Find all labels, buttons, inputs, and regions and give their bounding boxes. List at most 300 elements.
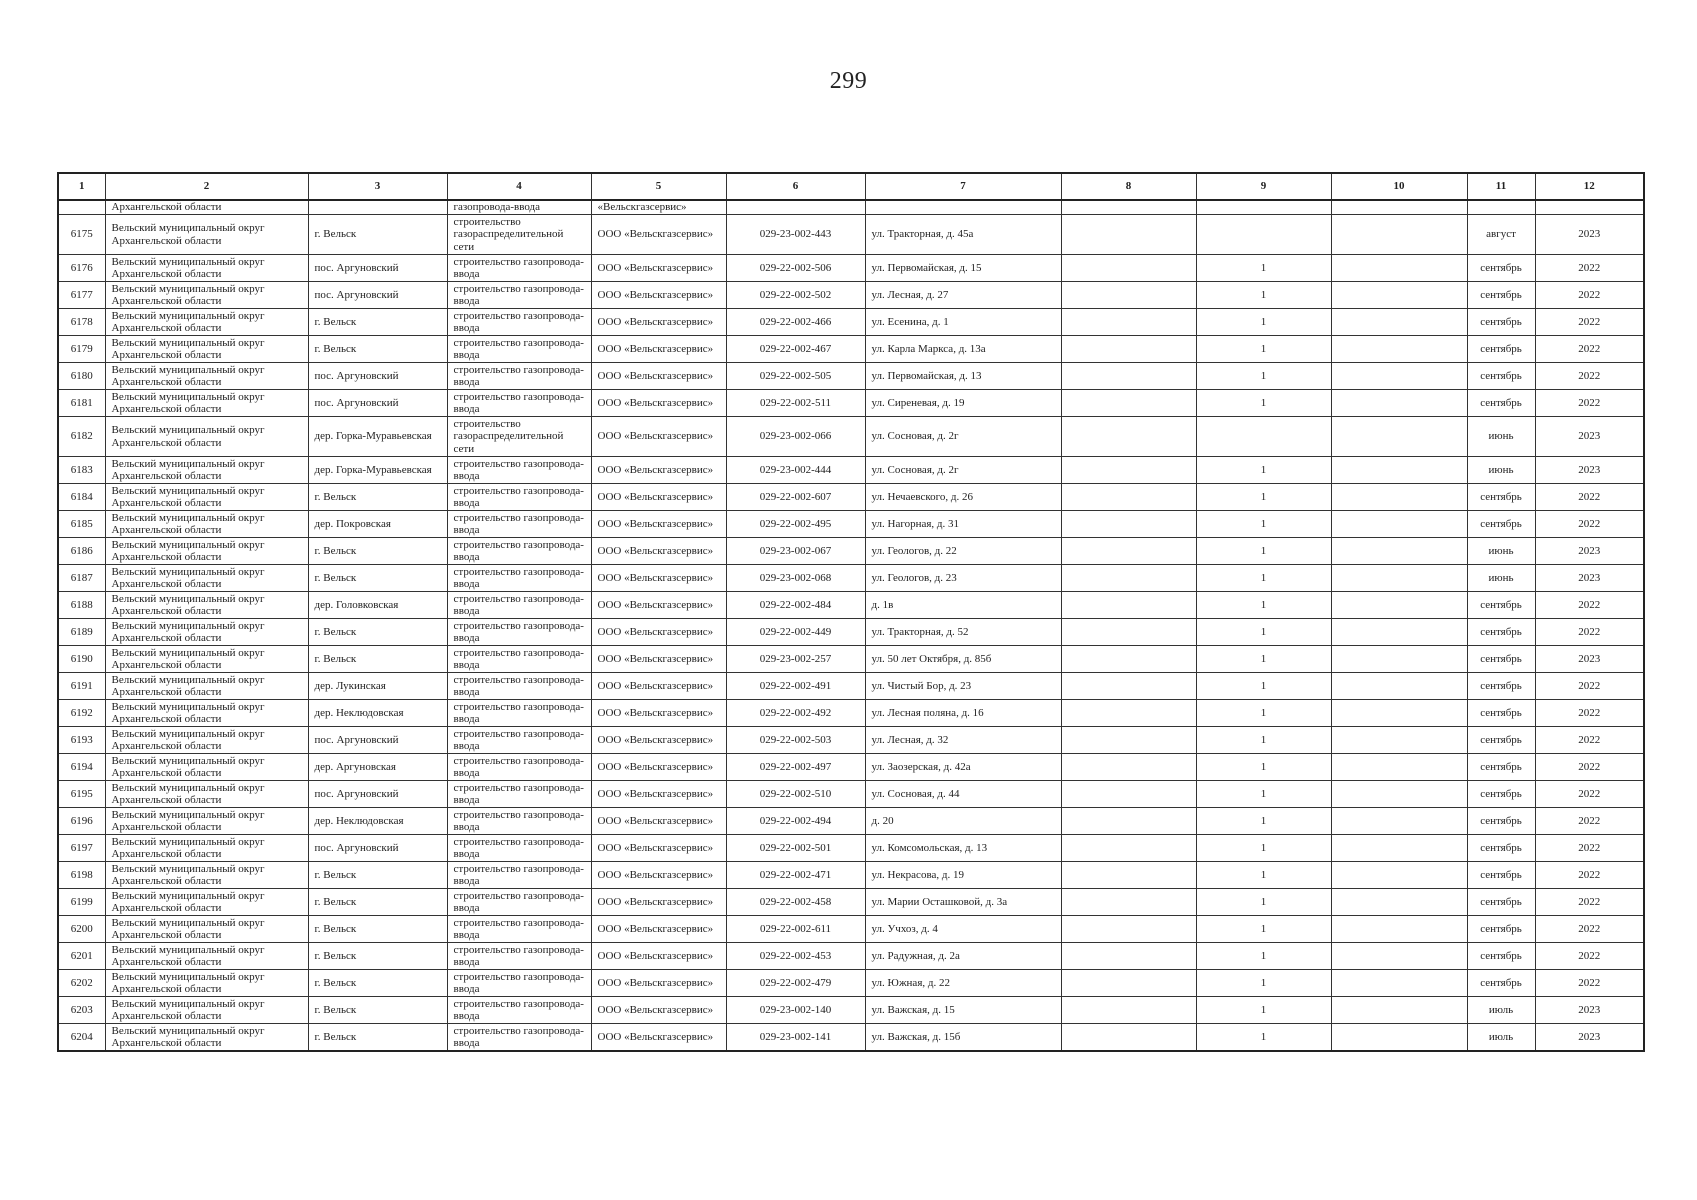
table-row xyxy=(58,997,1644,1024)
address-cell: ул. Карла Маркса, д. 13а xyxy=(865,336,1061,363)
header-cell: 1 xyxy=(58,173,105,200)
place-cell: г. Вельск xyxy=(308,862,447,889)
month-cell: сентябрь xyxy=(1467,390,1535,417)
okrug-cell: Вельский муниципальный округ Архангельской области xyxy=(105,592,308,619)
row-number-cell: 6193 xyxy=(58,727,105,754)
okrug-cell: Вельский муниципальный округ Архангельской области xyxy=(105,538,308,565)
address-cell: ул. 50 лет Октября, д. 85б xyxy=(865,646,1061,673)
quantity-cell: 1 xyxy=(1196,565,1331,592)
year-cell: 2022 xyxy=(1535,727,1644,754)
org-cell: ООО «Вельскгазсервис» xyxy=(591,889,726,916)
table-row xyxy=(58,215,1644,255)
year-cell: 2022 xyxy=(1535,835,1644,862)
row-number-cell: 6186 xyxy=(58,538,105,565)
code-cell: 029-23-002-141 xyxy=(726,1024,865,1052)
work-cell: строительство газопровода-ввода xyxy=(447,1024,591,1052)
col8-cell xyxy=(1061,336,1196,363)
col8-cell xyxy=(1061,889,1196,916)
okrug-cell: Вельский муниципальный округ Архангельской области xyxy=(105,282,308,309)
okrug-cell: Вельский муниципальный округ Архангельской области xyxy=(105,781,308,808)
quantity-cell: 1 xyxy=(1196,282,1331,309)
place-cell: дер. Горка-Муравьевская xyxy=(308,457,447,484)
place-cell: дер. Горка-Муравьевская xyxy=(308,417,447,457)
work-cell: строительство газопровода-ввода xyxy=(447,889,591,916)
code-cell: 029-22-002-453 xyxy=(726,943,865,970)
month-cell: сентябрь xyxy=(1467,619,1535,646)
work-cell: строительство газопровода-ввода xyxy=(447,862,591,889)
place-cell: г. Вельск xyxy=(308,889,447,916)
year-cell: 2022 xyxy=(1535,754,1644,781)
month-cell: июль xyxy=(1467,1024,1535,1052)
table-row xyxy=(58,255,1644,282)
row-number-cell: 6176 xyxy=(58,255,105,282)
row-number-cell: 6197 xyxy=(58,835,105,862)
quantity-cell: 1 xyxy=(1196,538,1331,565)
col8-cell xyxy=(1061,673,1196,700)
org-cell: ООО «Вельскгазсервис» xyxy=(591,538,726,565)
month-cell: июнь xyxy=(1467,417,1535,457)
address-cell: ул. Сосновая, д. 2г xyxy=(865,417,1061,457)
row-number-cell: 6203 xyxy=(58,997,105,1024)
month-cell: сентябрь xyxy=(1467,484,1535,511)
okrug-cell: Вельский муниципальный округ Архангельской области xyxy=(105,916,308,943)
col10-cell xyxy=(1331,808,1467,835)
address-cell: ул. Геологов, д. 23 xyxy=(865,565,1061,592)
quantity-cell: 1 xyxy=(1196,727,1331,754)
month-cell: сентябрь xyxy=(1467,309,1535,336)
code-cell: 029-22-002-502 xyxy=(726,282,865,309)
year-cell: 2022 xyxy=(1535,282,1644,309)
col10-cell xyxy=(1331,592,1467,619)
month-cell: сентябрь xyxy=(1467,727,1535,754)
col10-cell xyxy=(1331,565,1467,592)
org-cell: ООО «Вельскгазсервис» xyxy=(591,781,726,808)
code-cell: 029-22-002-491 xyxy=(726,673,865,700)
month-cell: сентябрь xyxy=(1467,970,1535,997)
work-cell: строительство газопровода-ввода xyxy=(447,309,591,336)
col10-cell xyxy=(1331,1024,1467,1052)
table-row xyxy=(58,282,1644,309)
org-cell: ООО «Вельскгазсервис» xyxy=(591,363,726,390)
col8-cell xyxy=(1061,282,1196,309)
org-cell: ООО «Вельскгазсервис» xyxy=(591,943,726,970)
place-cell: дер. Аргуновская xyxy=(308,754,447,781)
table-row xyxy=(58,457,1644,484)
table-row xyxy=(58,916,1644,943)
year-cell: 2022 xyxy=(1535,970,1644,997)
col8-cell xyxy=(1061,781,1196,808)
quantity-cell: 1 xyxy=(1196,889,1331,916)
quantity-cell: 1 xyxy=(1196,754,1331,781)
col10-cell xyxy=(1331,215,1467,255)
code-cell: 029-23-002-066 xyxy=(726,417,865,457)
col10-cell xyxy=(1331,997,1467,1024)
okrug-cell: Вельский муниципальный округ Архангельской области xyxy=(105,417,308,457)
place-cell: дер. Покровская xyxy=(308,511,447,538)
address-cell: ул. Радужная, д. 2а xyxy=(865,943,1061,970)
header-cell: 9 xyxy=(1196,173,1331,200)
year-cell: 2023 xyxy=(1535,565,1644,592)
header-cell: 7 xyxy=(865,173,1061,200)
org-cell: ООО «Вельскгазсервис» xyxy=(591,862,726,889)
code-cell: 029-22-002-607 xyxy=(726,484,865,511)
col8-cell xyxy=(1061,255,1196,282)
okrug-cell: Вельский муниципальный округ Архангельской области xyxy=(105,889,308,916)
table-row xyxy=(58,970,1644,997)
row-number-cell: 6184 xyxy=(58,484,105,511)
col8-cell xyxy=(1061,808,1196,835)
table-row xyxy=(58,754,1644,781)
col8-cell xyxy=(1061,592,1196,619)
org-cell: ООО «Вельскгазсервис» xyxy=(591,619,726,646)
year-cell: 2022 xyxy=(1535,592,1644,619)
okrug-cell: Вельский муниципальный округ Архангельской области xyxy=(105,646,308,673)
year-cell: 2023 xyxy=(1535,538,1644,565)
code-cell: 029-22-002-495 xyxy=(726,511,865,538)
month-cell: сентябрь xyxy=(1467,336,1535,363)
continuation-row xyxy=(58,200,1644,215)
row-number-cell: 6178 xyxy=(58,309,105,336)
quantity-cell: 1 xyxy=(1196,511,1331,538)
col10-cell xyxy=(1331,727,1467,754)
table-row xyxy=(58,943,1644,970)
table-row xyxy=(58,1024,1644,1052)
okrug-cell: Вельский муниципальный округ Архангельской области xyxy=(105,619,308,646)
col10-cell xyxy=(1331,646,1467,673)
code-cell: 029-23-002-444 xyxy=(726,457,865,484)
row-number-cell: 6202 xyxy=(58,970,105,997)
col10-cell xyxy=(1331,916,1467,943)
quantity-cell xyxy=(1196,417,1331,457)
okrug-cell: Вельский муниципальный округ Архангельской области xyxy=(105,943,308,970)
month-cell: сентябрь xyxy=(1467,592,1535,619)
table-row xyxy=(58,592,1644,619)
place-cell: г. Вельск xyxy=(308,336,447,363)
col10-cell xyxy=(1331,889,1467,916)
work-cell: строительство газопровода-ввода xyxy=(447,390,591,417)
col8-cell xyxy=(1061,727,1196,754)
table-row xyxy=(58,889,1644,916)
table-row xyxy=(58,619,1644,646)
header-cell: 11 xyxy=(1467,173,1535,200)
year-cell: 2022 xyxy=(1535,781,1644,808)
col10-cell xyxy=(1331,390,1467,417)
work-cell: строительство газопровода-ввода xyxy=(447,727,591,754)
month-cell: сентябрь xyxy=(1467,673,1535,700)
address-cell: ул. Комсомольская, д. 13 xyxy=(865,835,1061,862)
work-cell: строительство газопровода-ввода xyxy=(447,970,591,997)
code-cell: 029-22-002-492 xyxy=(726,700,865,727)
row-number-cell: 6183 xyxy=(58,457,105,484)
month-cell: июнь xyxy=(1467,565,1535,592)
place-cell: г. Вельск xyxy=(308,970,447,997)
header-cell: 12 xyxy=(1535,173,1644,200)
col8-cell xyxy=(1061,390,1196,417)
code-cell: 029-23-002-067 xyxy=(726,538,865,565)
header-cell: 10 xyxy=(1331,173,1467,200)
place-cell: пос. Аргуновский xyxy=(308,390,447,417)
place-cell: г. Вельск xyxy=(308,565,447,592)
okrug-cell: Вельский муниципальный округ Архангельской области xyxy=(105,700,308,727)
work-cell: строительство газораспределительной сети xyxy=(447,215,591,255)
okrug-cell: Вельский муниципальный округ Архангельской области xyxy=(105,309,308,336)
place-cell: пос. Аргуновский xyxy=(308,781,447,808)
row-number-cell: 6191 xyxy=(58,673,105,700)
address-cell: ул. Некрасова, д. 19 xyxy=(865,862,1061,889)
col8-cell xyxy=(1061,754,1196,781)
year-cell: 2022 xyxy=(1535,673,1644,700)
month-cell: сентябрь xyxy=(1467,781,1535,808)
org-cell: «Вельскгазсервис» xyxy=(591,200,726,215)
org-cell: ООО «Вельскгазсервис» xyxy=(591,417,726,457)
row-number-cell: 6192 xyxy=(58,700,105,727)
address-cell: ул. Тракторная, д. 45а xyxy=(865,215,1061,255)
address-cell: ул. Сиреневая, д. 19 xyxy=(865,390,1061,417)
address-cell: ул. Марии Осташковой, д. 3а xyxy=(865,889,1061,916)
quantity-cell: 1 xyxy=(1196,484,1331,511)
col8-cell xyxy=(1061,862,1196,889)
place-cell: г. Вельск xyxy=(308,943,447,970)
work-cell: строительство газопровода-ввода xyxy=(447,511,591,538)
okrug-cell: Вельский муниципальный округ Архангельской области xyxy=(105,673,308,700)
code-cell: 029-22-002-471 xyxy=(726,862,865,889)
okrug-cell: Вельский муниципальный округ Архангельской области xyxy=(105,457,308,484)
col8-cell xyxy=(1061,538,1196,565)
org-cell: ООО «Вельскгазсервис» xyxy=(591,970,726,997)
row-number-cell: 6188 xyxy=(58,592,105,619)
place-cell: г. Вельск xyxy=(308,1024,447,1052)
org-cell: ООО «Вельскгазсервис» xyxy=(591,255,726,282)
table-row xyxy=(58,484,1644,511)
header-cell: 3 xyxy=(308,173,447,200)
org-cell: ООО «Вельскгазсервис» xyxy=(591,1024,726,1052)
col8-cell xyxy=(1061,417,1196,457)
work-cell: строительство газопровода-ввода xyxy=(447,781,591,808)
code-cell: 029-22-002-449 xyxy=(726,619,865,646)
col8-cell xyxy=(1061,511,1196,538)
table-row xyxy=(58,363,1644,390)
row-number-cell: 6181 xyxy=(58,390,105,417)
work-cell: строительство газопровода-ввода xyxy=(447,363,591,390)
row-number-cell: 6187 xyxy=(58,565,105,592)
okrug-cell: Вельский муниципальный округ Архангельской области xyxy=(105,336,308,363)
place-cell: г. Вельск xyxy=(308,484,447,511)
year-cell: 2023 xyxy=(1535,997,1644,1024)
work-cell: строительство газопровода-ввода xyxy=(447,646,591,673)
work-cell: строительство газораспределительной сети xyxy=(447,417,591,457)
address-cell: ул. Важская, д. 15б xyxy=(865,1024,1061,1052)
header-cell: 4 xyxy=(447,173,591,200)
quantity-cell: 1 xyxy=(1196,943,1331,970)
month-cell: июнь xyxy=(1467,538,1535,565)
table-row xyxy=(58,727,1644,754)
work-cell: строительство газопровода-ввода xyxy=(447,997,591,1024)
col8-cell xyxy=(1061,970,1196,997)
quantity-cell: 1 xyxy=(1196,592,1331,619)
col10-cell xyxy=(1331,754,1467,781)
year-cell: 2022 xyxy=(1535,916,1644,943)
table-row xyxy=(58,835,1644,862)
code-cell: 029-22-002-503 xyxy=(726,727,865,754)
org-cell: ООО «Вельскгазсервис» xyxy=(591,997,726,1024)
address-cell: ул. Нечаевского, д. 26 xyxy=(865,484,1061,511)
table-row xyxy=(58,336,1644,363)
year-cell: 2022 xyxy=(1535,943,1644,970)
org-cell: ООО «Вельскгазсервис» xyxy=(591,457,726,484)
quantity-cell: 1 xyxy=(1196,1024,1331,1052)
work-cell: строительство газопровода-ввода xyxy=(447,484,591,511)
org-cell: ООО «Вельскгазсервис» xyxy=(591,592,726,619)
col10-cell xyxy=(1331,457,1467,484)
code-cell: 029-23-002-443 xyxy=(726,215,865,255)
address-cell: ул. Первомайская, д. 15 xyxy=(865,255,1061,282)
quantity-cell: 1 xyxy=(1196,970,1331,997)
address-cell: ул. Геологов, д. 22 xyxy=(865,538,1061,565)
okrug-cell: Вельский муниципальный округ Архангельской области xyxy=(105,215,308,255)
work-cell: строительство газопровода-ввода xyxy=(447,808,591,835)
year-cell: 2022 xyxy=(1535,889,1644,916)
header-row xyxy=(58,173,1644,200)
work-cell: строительство газопровода-ввода xyxy=(447,673,591,700)
quantity-cell: 1 xyxy=(1196,457,1331,484)
row-number-cell: 6200 xyxy=(58,916,105,943)
address-cell: ул. Учхоз, д. 4 xyxy=(865,916,1061,943)
col10-cell xyxy=(1331,619,1467,646)
org-cell: ООО «Вельскгазсервис» xyxy=(591,215,726,255)
col10-cell xyxy=(1331,282,1467,309)
org-cell: ООО «Вельскгазсервис» xyxy=(591,808,726,835)
year-cell: 2022 xyxy=(1535,484,1644,511)
work-cell: строительство газопровода-ввода xyxy=(447,538,591,565)
row-number-cell: 6179 xyxy=(58,336,105,363)
code-cell: 029-22-002-611 xyxy=(726,916,865,943)
month-cell: сентябрь xyxy=(1467,754,1535,781)
year-cell: 2022 xyxy=(1535,619,1644,646)
address-cell: ул. Сосновая, д. 2г xyxy=(865,457,1061,484)
col8-cell xyxy=(1061,215,1196,255)
col10-cell xyxy=(1331,700,1467,727)
quantity-cell: 1 xyxy=(1196,673,1331,700)
page-number: 299 xyxy=(829,68,868,94)
okrug-cell: Вельский муниципальный округ Архангельской области xyxy=(105,363,308,390)
col8-cell xyxy=(1061,484,1196,511)
col8-cell xyxy=(1061,619,1196,646)
month-cell: сентябрь xyxy=(1467,282,1535,309)
place-cell: г. Вельск xyxy=(308,619,447,646)
quantity-cell: 1 xyxy=(1196,862,1331,889)
address-cell: ул. Заозерская, д. 42а xyxy=(865,754,1061,781)
header-cell: 6 xyxy=(726,173,865,200)
work-cell: строительство газопровода-ввода xyxy=(447,457,591,484)
org-cell: ООО «Вельскгазсервис» xyxy=(591,484,726,511)
year-cell: 2022 xyxy=(1535,336,1644,363)
code-cell: 029-22-002-484 xyxy=(726,592,865,619)
table-row xyxy=(58,700,1644,727)
org-cell: ООО «Вельскгазсервис» xyxy=(591,754,726,781)
month-cell: сентябрь xyxy=(1467,700,1535,727)
org-cell: ООО «Вельскгазсервис» xyxy=(591,646,726,673)
place-cell: г. Вельск xyxy=(308,538,447,565)
work-cell: газопровода-ввода xyxy=(447,200,591,215)
okrug-cell: Вельский муниципальный округ Архангельской области xyxy=(105,997,308,1024)
col8-cell xyxy=(1061,457,1196,484)
month-cell: сентябрь xyxy=(1467,808,1535,835)
place-cell: г. Вельск xyxy=(308,916,447,943)
code-cell: 029-22-002-506 xyxy=(726,255,865,282)
year-cell: 2022 xyxy=(1535,390,1644,417)
place-cell: пос. Аргуновский xyxy=(308,363,447,390)
okrug-cell: Вельский муниципальный округ Архангельской области xyxy=(105,727,308,754)
year-cell: 2022 xyxy=(1535,700,1644,727)
org-cell: ООО «Вельскгазсервис» xyxy=(591,336,726,363)
row-number-cell: 6190 xyxy=(58,646,105,673)
quantity-cell: 1 xyxy=(1196,390,1331,417)
month-cell: сентябрь xyxy=(1467,835,1535,862)
address-cell: ул. Лесная, д. 27 xyxy=(865,282,1061,309)
row-number-cell: 6175 xyxy=(58,215,105,255)
work-cell: строительство газопровода-ввода xyxy=(447,619,591,646)
place-cell: пос. Аргуновский xyxy=(308,835,447,862)
okrug-cell: Вельский муниципальный округ Архангельской области xyxy=(105,255,308,282)
month-cell: сентябрь xyxy=(1467,889,1535,916)
place-cell: пос. Аргуновский xyxy=(308,255,447,282)
month-cell: сентябрь xyxy=(1467,511,1535,538)
gasification-table xyxy=(57,172,1645,1052)
org-cell: ООО «Вельскгазсервис» xyxy=(591,309,726,336)
row-number-cell: 6189 xyxy=(58,619,105,646)
code-cell: 029-22-002-494 xyxy=(726,808,865,835)
okrug-cell: Вельский муниципальный округ Архангельской области xyxy=(105,970,308,997)
org-cell: ООО «Вельскгазсервис» xyxy=(591,916,726,943)
place-cell: г. Вельск xyxy=(308,997,447,1024)
col10-cell xyxy=(1331,835,1467,862)
col10-cell xyxy=(1331,417,1467,457)
table-row xyxy=(58,417,1644,457)
place-cell: дер. Головковская xyxy=(308,592,447,619)
col8-cell xyxy=(1061,363,1196,390)
month-cell: август xyxy=(1467,215,1535,255)
table-row xyxy=(58,565,1644,592)
quantity-cell: 1 xyxy=(1196,997,1331,1024)
org-cell: ООО «Вельскгазсервис» xyxy=(591,727,726,754)
row-number-cell: 6195 xyxy=(58,781,105,808)
year-cell: 2023 xyxy=(1535,215,1644,255)
year-cell: 2022 xyxy=(1535,511,1644,538)
col10-cell xyxy=(1331,484,1467,511)
col10-cell xyxy=(1331,943,1467,970)
year-cell: 2023 xyxy=(1535,1024,1644,1052)
quantity-cell: 1 xyxy=(1196,646,1331,673)
month-cell: сентябрь xyxy=(1467,255,1535,282)
address-cell: ул. Тракторная, д. 52 xyxy=(865,619,1061,646)
org-cell: ООО «Вельскгазсервис» xyxy=(591,390,726,417)
quantity-cell: 1 xyxy=(1196,255,1331,282)
row-number-cell: 6194 xyxy=(58,754,105,781)
row-number-cell: 6201 xyxy=(58,943,105,970)
code-cell: 029-22-002-467 xyxy=(726,336,865,363)
address-cell: ул. Нагорная, д. 31 xyxy=(865,511,1061,538)
address-cell: д. 20 xyxy=(865,808,1061,835)
quantity-cell: 1 xyxy=(1196,619,1331,646)
quantity-cell: 1 xyxy=(1196,808,1331,835)
year-cell: 2023 xyxy=(1535,457,1644,484)
table-row xyxy=(58,862,1644,889)
work-cell: строительство газопровода-ввода xyxy=(447,565,591,592)
quantity-cell: 1 xyxy=(1196,700,1331,727)
year-cell: 2022 xyxy=(1535,255,1644,282)
address-cell: ул. Чистый Бор, д. 23 xyxy=(865,673,1061,700)
row-number-cell: 6196 xyxy=(58,808,105,835)
